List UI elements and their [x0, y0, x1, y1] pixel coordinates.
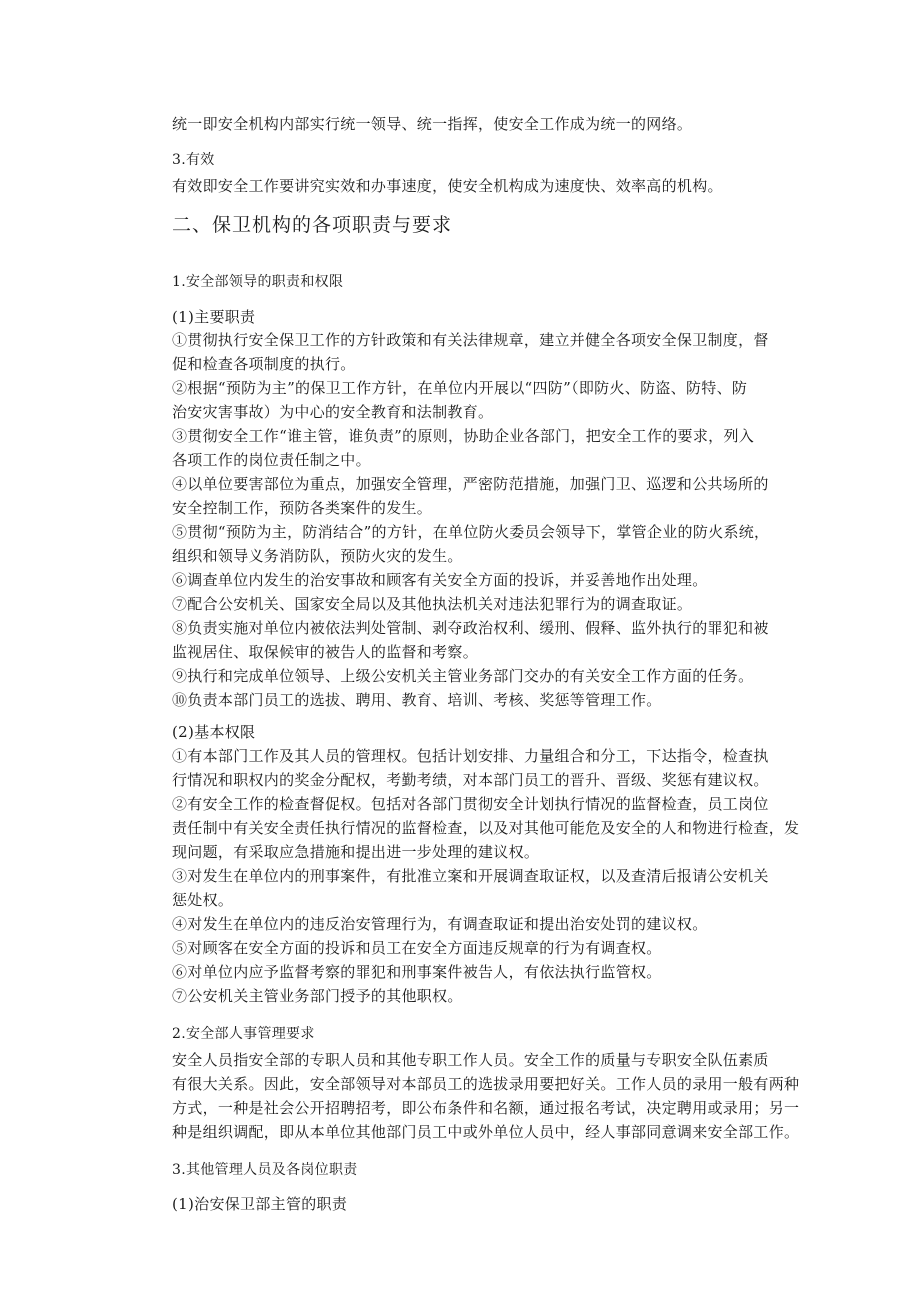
- subheading-basic-authority: (2)基本权限: [172, 723, 256, 741]
- list-item-continued: 监视居住、取保候审的被告人的监督和考察。: [172, 643, 479, 661]
- list-item-continued: 责任制中有关安全责任执行情况的监督检查，以及对其他可能危及安全的人和物进行检查，发: [172, 819, 800, 837]
- list-item: ②根据“预防为主”的保卫工作方针，在单位内开展以“四防”（即防火、防盗、防特、防: [172, 379, 748, 397]
- paragraph-line: 安全人员指安全部的专职人员和其他专职工作人员。安全工作的质量与专职安全队伍素质: [172, 1051, 769, 1069]
- list-item: ④以单位要害部位为重点，加强安全管理，严密防范措施，加强门卫、巡逻和公共场所的: [172, 475, 769, 493]
- list-item: ⑥对单位内应予监督考察的罪犯和刑事案件被告人，有依法执行监管权。: [172, 963, 662, 981]
- subheading-main-duties: (1)主要职责: [172, 308, 256, 326]
- list-item: ⑩负责本部门员工的选拔、聘用、教育、培训、考核、奖惩等管理工作。: [172, 691, 662, 709]
- list-item-continued: 组织和领导义务消防队，预防火灾的发生。: [172, 547, 463, 565]
- list-item-continued: 促和检查各项制度的执行。: [172, 355, 356, 373]
- list-item: ①有本部门工作及其人员的管理权。包括计划安排、力量组合和分工，下达指令，检查执: [172, 747, 769, 765]
- list-item-continued: 各项工作的岗位责任制之中。: [172, 451, 371, 469]
- paragraph-line: 种是组织调配，即从本单位其他部门员工中或外单位人员中，经人事部同意调来安全部工作。: [172, 1123, 800, 1141]
- list-item: ③对发生在单位内的刑事案件，有批准立案和开展调查取证权，以及查清后报请公安机关: [172, 867, 769, 885]
- list-item: ⑥调查单位内发生的治安事故和顾客有关安全方面的投诉，并妥善地作出处理。: [172, 571, 708, 589]
- list-item-continued: 安全控制工作，预防各类案件的发生。: [172, 499, 433, 517]
- list-item: ①贯彻执行安全保卫工作的方针政策和有关法律规章，建立并健全各项安全保卫制度，督: [172, 331, 769, 349]
- subheading-effective: 3.有效: [172, 152, 215, 168]
- list-item-continued: 治安灾害事故）为中心的安全教育和法制教育。: [172, 403, 494, 421]
- list-item: ④对发生在单位内的违反治安管理行为，有调查取证和提出治安处罚的建议权。: [172, 915, 708, 933]
- paragraph-line: 有效即安全工作要讲究实效和办事速度，使安全机构成为速度快、效率高的机构。: [172, 177, 723, 195]
- list-item: ⑤贯彻“预防为主，防消结合”的方针，在单位防火委员会领导下，掌管企业的防火系统，: [172, 523, 770, 541]
- paragraph-line: 统一即安全机构内部实行统一领导、统一指挥，使安全工作成为统一的网络。: [172, 115, 693, 133]
- list-item-continued: 现问题，有采取应急措施和提出进一步处理的建议权。: [172, 843, 540, 861]
- list-item-continued: 行情况和职权内的奖金分配权，考勤考绩，对本部门员工的晋升、晋级、奖惩有建议权。: [172, 771, 769, 789]
- list-item-continued: 惩处权。: [172, 891, 234, 909]
- list-item: ⑤对顾客在安全方面的投诉和员工在安全方面违反规章的行为有调查权。: [172, 939, 662, 957]
- subheading-leader-duties: 1.安全部领导的职责和权限: [172, 274, 344, 290]
- subheading-other-staff: 3.其他管理人员及各岗位职责: [172, 1162, 358, 1178]
- list-item: ⑧负责实施对单位内被依法判处管制、剥夺政治权利、缓刑、假释、监外执行的罪犯和被: [172, 619, 769, 637]
- list-item: ⑦公安机关主管业务部门授予的其他职权。: [172, 987, 463, 1005]
- subheading-supervisor-duties: (1)治安保卫部主管的职责: [172, 1195, 348, 1213]
- paragraph-line: 有很大关系。因此，安全部领导对本部员工的选拔录用要把好关。工作人员的录用一般有两种: [172, 1075, 800, 1093]
- section-heading: 二、保卫机构的各项职责与要求: [172, 214, 453, 236]
- list-item: ⑨执行和完成单位领导、上级公安机关主管业务部门交办的有关安全工作方面的任务。: [172, 667, 754, 685]
- list-item: ⑦配合公安机关、国家安全局以及其他执法机关对违法犯罪行为的调查取证。: [172, 595, 693, 613]
- list-item: ③贯彻安全工作“谁主管，谁负责”的原则，协助企业各部门，把安全工作的要求，列入: [172, 427, 755, 445]
- paragraph-line: 方式，一种是社会公开招聘招考，即公布条件和名额，通过报名考试，决定聘用或录用；另一: [172, 1099, 800, 1117]
- list-item: ②有安全工作的检查督促权。包括对各部门贯彻安全计划执行情况的监督检查，员工岗位: [172, 795, 769, 813]
- subheading-personnel: 2.安全部人事管理要求: [172, 1026, 315, 1042]
